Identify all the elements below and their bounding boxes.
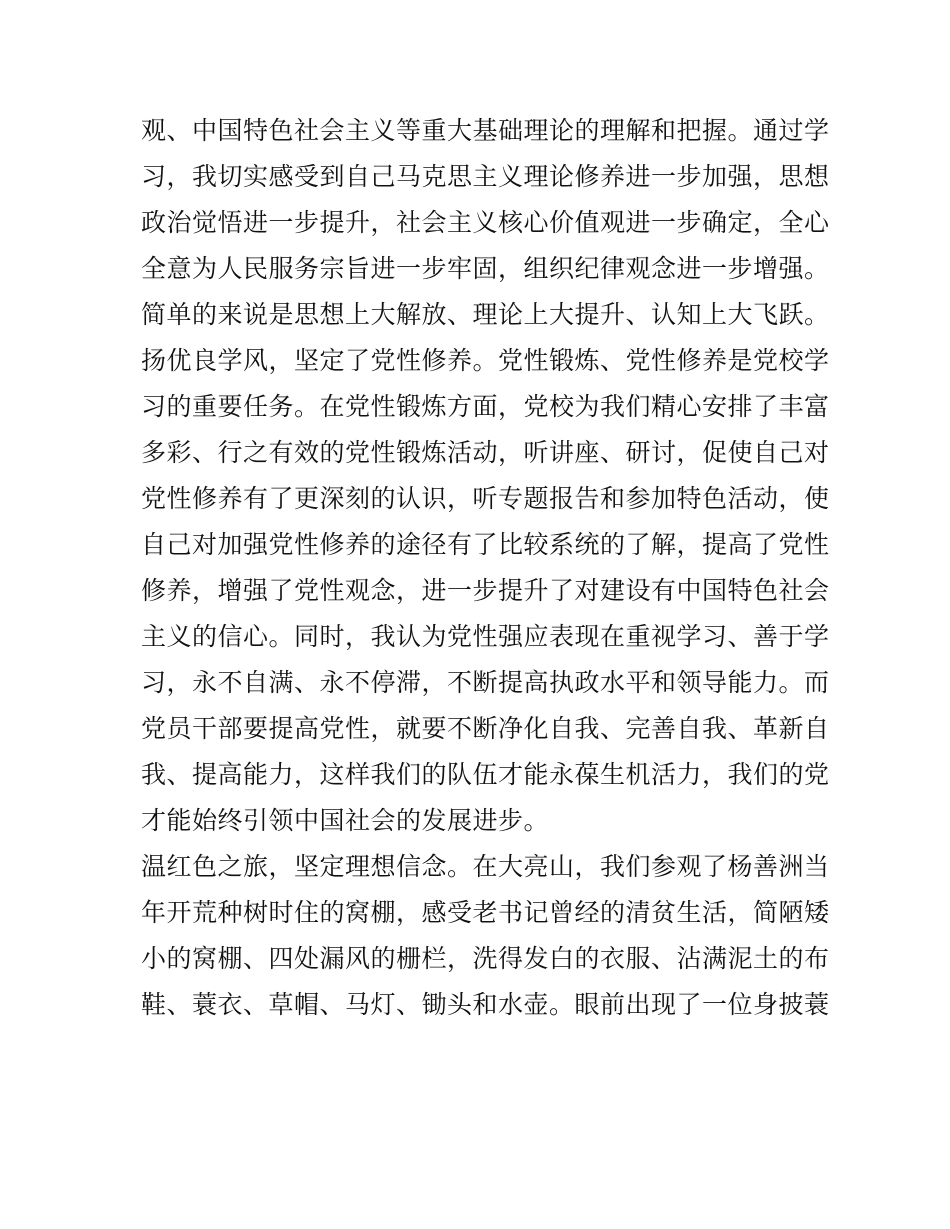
text-line: 党员干部要提高党性，就要不断净化自我、完善自我、革新自 [141,714,830,743]
text-line: 习，我切实感受到自己马克思主义理论修养进一步加强，思想 [141,162,830,191]
body-text [141,108,830,1028]
text-line: 全意为人民服务宗旨进一步牢固，组织纪律观念进一步增强。 [141,254,830,283]
text-line: 主义的信心。同时，我认为党性强应表现在重视学习、善于学 [141,622,830,651]
text-line: 年开荒种树时住的窝棚，感受老书记曾经的清贫生活，简陋矮 [141,898,830,927]
text-line: 党性修养有了更深刻的认识，听专题报告和参加特色活动，使 [141,484,830,513]
text-line: 我、提高能力，这样我们的队伍才能永葆生机活力，我们的党 [141,760,830,789]
text-line: 习，永不自满、永不停滞，不断提高执政水平和领导能力。而 [141,668,830,697]
text-line: 习的重要任务。在党性锻炼方面，党校为我们精心安排了丰富 [141,392,830,421]
text-line: 修养，增强了党性观念，进一步提升了对建设有中国特色社会 [141,576,830,605]
text-line: 自己对加强党性修养的途径有了比较系统的了解，提高了党性 [141,530,830,559]
text-line: 多彩、行之有效的党性锻炼活动，听讲座、研讨，促使自己对 [141,438,830,467]
text-line: 观、中国特色社会主义等重大基础理论的理解和把握。通过学 [141,116,830,145]
text-line: 才能始终引领中国社会的发展进步。 [141,806,550,835]
text-line: 鞋、蓑衣、草帽、马灯、锄头和水壶。眼前出现了一位身披蓑 [141,990,830,1019]
text-line: 温红色之旅，坚定理想信念。在大亮山，我们参观了杨善洲当 [141,852,830,881]
text-line: 简单的来说是思想上大解放、理论上大提升、认知上大飞跃。 [141,300,830,329]
text-line: 扬优良学风，坚定了党性修养。党性锻炼、党性修养是党校学 [141,346,830,375]
text-line: 小的窝棚、四处漏风的栅栏，洗得发白的衣服、沾满泥土的布 [141,944,830,973]
text-line: 政治觉悟进一步提升，社会主义核心价值观进一步确定，全心 [141,208,830,237]
